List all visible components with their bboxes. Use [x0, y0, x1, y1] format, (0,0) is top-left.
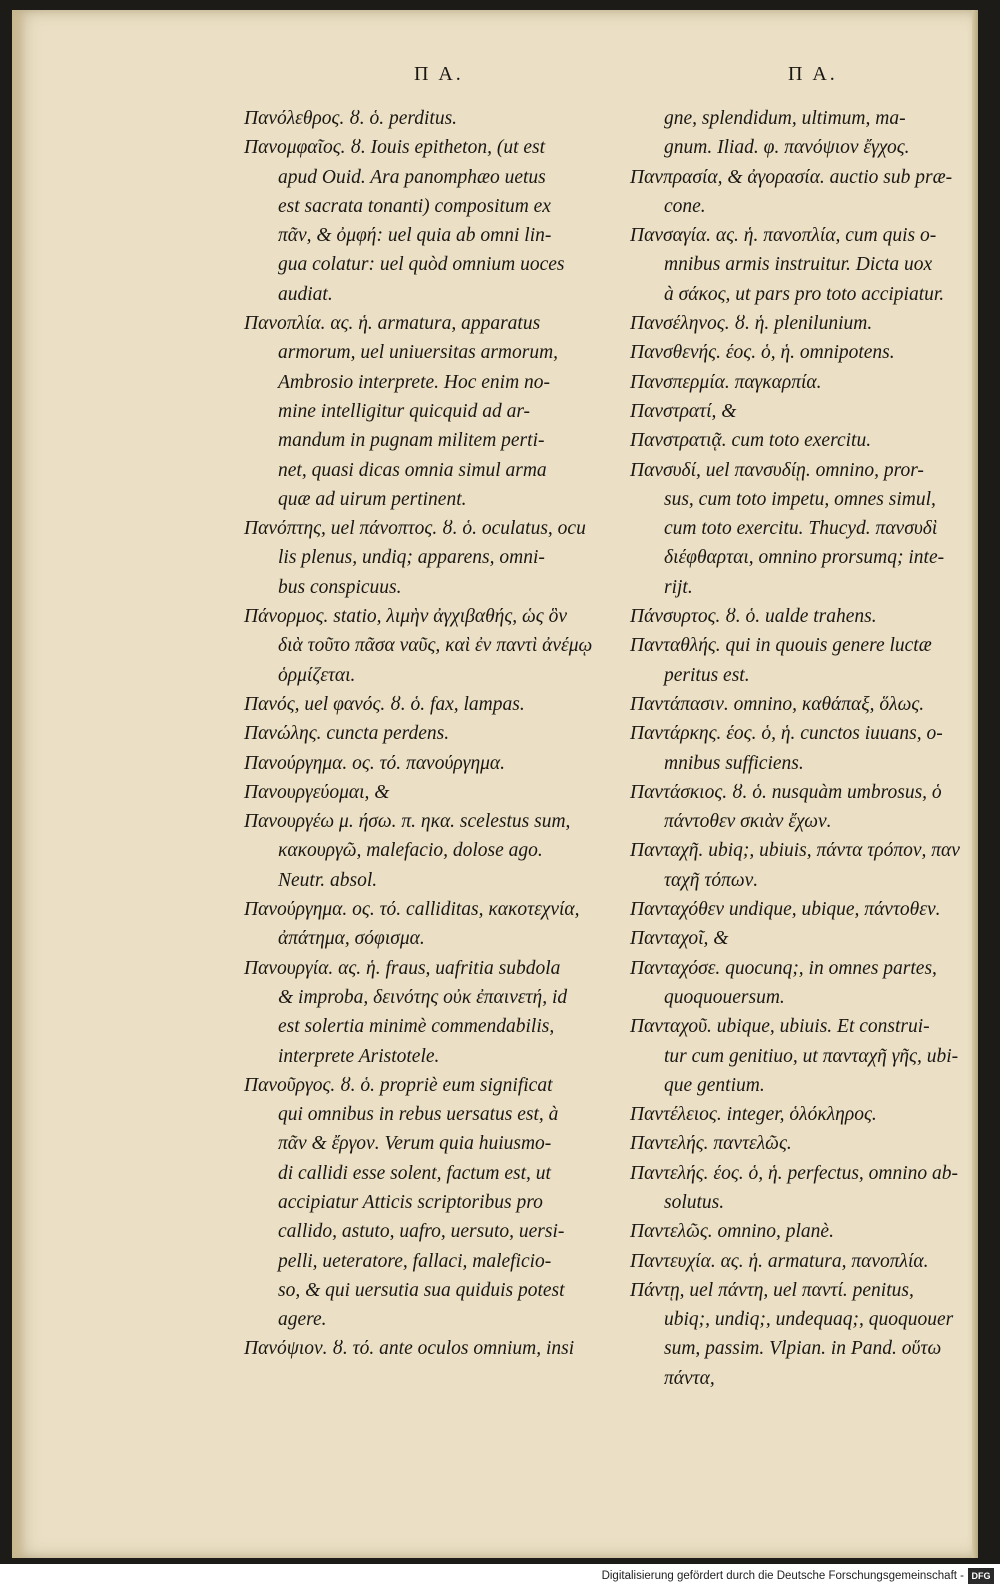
text-line: agere. — [278, 1309, 327, 1331]
text-line: Πανταχῆ. ubiq;, ubiuis, πάντα τρόπον, παν — [630, 840, 960, 862]
text-line: πάντοθεν σκιὰν ἔχων. — [664, 811, 832, 833]
footer-bar — [0, 1564, 1000, 1592]
text-line: lis plenus, undiq; apparens, omni- — [278, 547, 545, 569]
text-line: gne, splendidum, ultimum, ma- — [664, 108, 906, 129]
text-line: audiat. — [278, 283, 333, 305]
text-line: mnibus armis instruitur. Dicta uox — [664, 254, 933, 276]
text-line: Παντάσκιος. ȣ. ὁ. nusquàm umbrosus, ὁ — [630, 781, 942, 803]
text-line: ἀπάτημα, σόφισμα. — [278, 928, 425, 950]
text-line: Πανταχοῦ. ubique, ubiuis. Et construi- — [630, 1016, 930, 1038]
text-line: Παντάρκης. έος. ὁ, ἡ. cunctos iuuans, o- — [630, 723, 943, 745]
text-line: Πανόλεθρος. ȣ. ὁ. perditus. — [244, 108, 458, 129]
gutter-shadow — [12, 10, 26, 1558]
text-line: Πάντῃ, uel πάντη, uel παντί. penitus, — [630, 1279, 914, 1301]
dfg-logo: DFG — [968, 1568, 994, 1584]
text-line: tur cum genitiuo, ut πανταχῆ γῆς, ubi- — [664, 1045, 959, 1067]
text-line: ταχῆ τόπων. — [664, 869, 759, 891]
text-line: net, quasi dicas omnia simul arma — [278, 459, 547, 481]
text-line: callido, astuto, uafro, uersuto, uersi- — [278, 1221, 565, 1243]
text-line: Πανστρατιᾷ. cum toto exercitu. — [630, 430, 872, 452]
text-line: πάντα, — [664, 1367, 715, 1389]
left-column — [234, 104, 606, 1364]
text-line: πᾶν & ἔργον. Verum quia huiusmo- — [278, 1133, 552, 1155]
text-line: sum, passim. Vlpian. in Pand. οὕτω — [664, 1338, 942, 1360]
text-line: Παντελής. παντελῶς. — [630, 1133, 792, 1155]
text-line: Πάνσυρτος. ȣ. ὁ. ualde trahens. — [630, 606, 877, 628]
text-line: Πανόπτης, uel πάνοπτος. ȣ. ὁ. oculatus, ocu — [244, 518, 586, 540]
text-line: apud Ouid. Ara panomphæo uetus — [278, 166, 546, 188]
text-line: pelli, ueteratore, fallaci, maleficio- — [278, 1250, 552, 1272]
text-line: Πανούργημα. ος. τό. calliditas, κακοτεχνία, — [244, 899, 580, 921]
text-line: est sacrata tonanti) compositum ex — [278, 195, 551, 217]
text-line: Πανταθλής. qui in quouis genere luctæ — [630, 635, 932, 657]
text-line: & improba, δεινότης οὐκ ἐπαινετή, id — [278, 986, 568, 1008]
text-line: gua colatur: uel quòd omnium uoces — [278, 254, 565, 276]
text-line: bus conspicuus. — [278, 576, 402, 598]
text-line: Πανός, uel φανός. ȣ. ὁ. fax, lampas. — [244, 693, 525, 715]
text-line: Πανώλης. cuncta perdens. — [244, 723, 450, 745]
text-line: Πανταχόθεν undique, ubique, πάντοθεν. — [630, 899, 941, 921]
text-line: Παντελής. έος. ὁ, ἡ. perfectus, omnino ab- — [630, 1162, 959, 1184]
text-line: armorum, uel uniuersitas armorum, — [278, 342, 559, 364]
text-line: Ambrosio interprete. Hoc enim no- — [278, 371, 551, 393]
text-line: Πανόψιον. ȣ. τό. ante oculos omnium, insi — [244, 1338, 575, 1360]
text-line: Παντευχία. ας. ἡ. armatura, πανοπλία. — [630, 1250, 929, 1272]
text-line: peritus est. — [664, 664, 750, 686]
text-line: Πανσέληνος. ȣ. ἡ. plenilunium. — [630, 313, 873, 335]
running-head-right: Π Α. — [788, 63, 838, 85]
text-line: Πανσαγία. ας. ἡ. πανοπλία, cum quis o- — [630, 225, 937, 247]
text-line: Πανσυδί, uel πανσυδίῃ. omnino, pror- — [630, 459, 924, 481]
text-line: Παντάπασιν. omnino, καθάπαξ, ὅλως. — [630, 693, 925, 715]
text-line: Πανταχόσε. quocunq;, in omnes partes, — [630, 957, 937, 979]
text-line: Neutr. absol. — [278, 869, 378, 891]
text-line: est solertia minimè commendabilis, — [278, 1016, 555, 1038]
running-head-left: Π Α. — [414, 63, 464, 85]
text-line: interprete Aristotele. — [278, 1045, 440, 1067]
text-line: sus, cum toto impetu, omnes simul, — [664, 488, 936, 510]
text-line: ubiq;, undiq;, undequaq;, quoquouer — [664, 1309, 954, 1331]
text-line: mnibus sufficiens. — [664, 752, 804, 774]
text-line: ὁρμίζεται. — [278, 664, 356, 686]
text-line: so, & qui uersutia sua quiduis potest — [278, 1279, 565, 1301]
text-line: Πανουργία. ας. ἡ. fraus, uafritia subdola — [244, 957, 561, 979]
text-line: Πάνορμος. statio, λιμὴν ἀγχιβαθής, ὡς ὃν — [244, 606, 567, 628]
funding-credit: Digitalisierung gefördert durch die Deutsche Forschungsgemeinschaft - — [601, 1570, 964, 1582]
page-edge — [972, 10, 978, 1558]
text-line: di callidi esse solent, factum est, ut — [278, 1162, 551, 1184]
text-line: Πανσπερμία. παγκαρπία. — [630, 371, 822, 393]
text-line: quoquouersum. — [664, 986, 785, 1008]
text-line: διέφθαρται, omnino prorsumq; inte- — [664, 547, 945, 569]
text-line: Πανουργέω μ. ήσω. π. ηκα. scelestus sum, — [244, 811, 571, 833]
text-line: Πανπρασία, & ἀγορασία. auctio sub præ- — [630, 166, 953, 188]
text-line: accipiatur Atticis scriptoribus pro — [278, 1191, 543, 1213]
text-line: Πανούργημα. ος. τό. πανούργημα. — [244, 752, 506, 774]
text-line: Παντελῶς. omnino, planè. — [630, 1221, 834, 1243]
text-line: quæ ad uirum pertinent. — [278, 488, 467, 510]
text-line: à σάκος, ut pars pro toto accipiatur. — [664, 283, 945, 305]
text-line: Πανοπλία. ας. ἡ. armatura, apparatus — [244, 313, 541, 335]
text-line: solutus. — [664, 1191, 725, 1213]
text-line: Παντέλειος. integer, ὁλόκληρος. — [630, 1104, 877, 1126]
text-line: Πανσθενής. έος. ὁ, ἡ. omnipotens. — [630, 342, 895, 364]
text-line: cone. — [664, 195, 706, 217]
text-line: gnum. Iliad. φ. πανόψιον ἔγχος. — [664, 137, 910, 159]
text-line: que gentium. — [664, 1074, 765, 1096]
text-line: πᾶν, & ὀμφή: uel quia ab omni lin- — [278, 225, 552, 247]
text-line: διὰ τοῦτο πᾶσα ναῦς, καὶ ἐν παντὶ ἀνέμῳ — [278, 635, 593, 657]
text-line: Πανομφαῖος. ȣ. Iouis epitheton, (ut est — [244, 137, 546, 159]
text-line: Πανταχοῖ, & — [630, 928, 729, 950]
right-column — [620, 104, 972, 1393]
text-line: Πανουργεύομαι, & — [244, 781, 390, 803]
text-line: qui omnibus in rebus uersatus est, à — [278, 1104, 559, 1126]
text-line: mine intelligitur quicquid ad ar- — [278, 400, 531, 422]
text-line: rijt. — [664, 576, 693, 598]
text-line: κακουργῶ, malefacio, dolose ago. — [278, 840, 543, 862]
text-line: mandum in pugnam militem perti- — [278, 430, 545, 452]
text-line: Πανστρατί, & — [630, 400, 737, 422]
text-line: Πανοῦργος. ȣ. ὁ. propriè eum significat — [244, 1074, 553, 1096]
text-line: cum toto exercitu. Thucyd. πανσυδὶ — [664, 518, 938, 540]
